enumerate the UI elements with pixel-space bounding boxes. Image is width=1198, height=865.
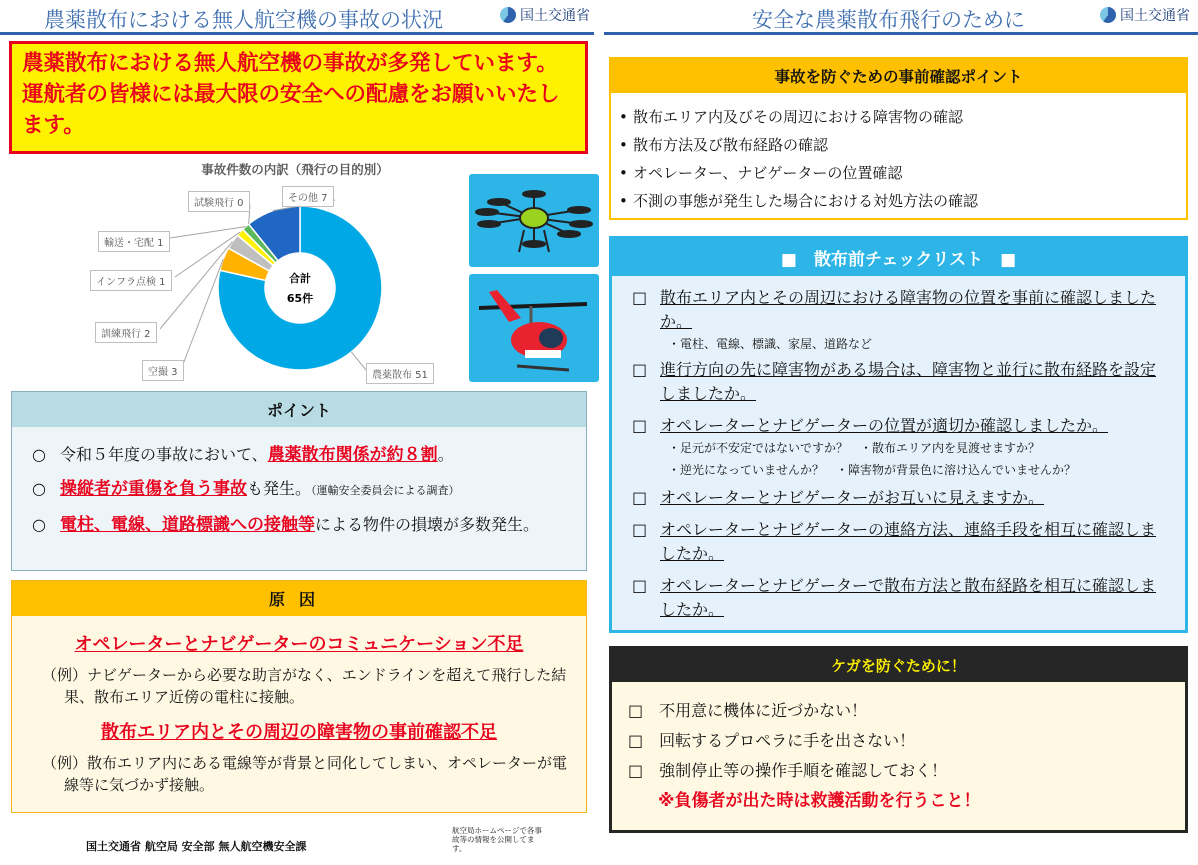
circle-bullet-icon: ○ [32, 445, 46, 464]
right-header-title: 安全な農薬散布飛行のために [752, 8, 1025, 32]
cause-2: 散布エリア内とその周辺の障害物の事前確認不足 [101, 722, 497, 743]
checkbox-icon[interactable]: □ [632, 416, 648, 435]
right-ministry-name: 国土交通省 [1120, 8, 1190, 24]
left-ministry-name: 国土交通省 [520, 8, 590, 24]
checklist-item-6[interactable] [612, 574, 1185, 622]
checklist-text: 進行方向の先に障害物がある場合は、障害物と並行に散布経路を設定しましたか。 [660, 360, 1157, 403]
right-header-rule [604, 32, 1198, 35]
pie-label-3: インフラ点検 1 [90, 270, 172, 291]
pie-label-4: 輸送・宅配 1 [98, 231, 170, 252]
checkbox-icon[interactable]: □ [632, 576, 648, 595]
drone-icon [469, 174, 599, 267]
pre-check-title: 事故を防ぐための事前確認ポイント [611, 59, 1186, 93]
headline-text: 農薬散布における無人航空機の事故が多発しています。運航者の皆様には最大限の安全への配慮をお願いいたします。 [22, 51, 560, 138]
point-3-suffix: による物件の損壊が多数発生。 [315, 515, 540, 534]
injury-item: □ 強制停止等の操作手順を確認しておく！ [628, 761, 948, 780]
checklist-sub: ・電柱、電線、標識、家屋、道路など [668, 337, 873, 351]
left-header-rule [0, 32, 594, 35]
point-1-prefix: 令和５年度の事故において、 [60, 445, 268, 464]
pie-labels [90, 180, 460, 390]
pie-center-value: 65件 [286, 292, 314, 305]
cause-title: 原因 [12, 581, 586, 616]
checklist-sub: ・逆光になっていませんか？ ・障害物が背景色に溶け込んでいませんか？ [668, 463, 1077, 477]
drone-photo [469, 174, 599, 267]
checklist-item-2[interactable] [612, 358, 1185, 406]
checklist-item-3[interactable] [612, 414, 1185, 438]
mlit-logo-icon [1100, 7, 1116, 23]
footer-organization: 国土交通省 航空局 安全部 無人航空機安全課 [86, 840, 307, 853]
checklist-section [609, 236, 1188, 633]
checklist-item-1[interactable] [612, 286, 1185, 334]
checkbox-icon[interactable]: □ [632, 488, 648, 507]
point-2-emphasis: 操縦者が重傷を負う事故 [60, 479, 247, 499]
point-2-note: （運輸安全委員会による調査） [311, 484, 460, 497]
pre-check-item: • 散布エリア内及びその周辺における障害物の確認 [611, 103, 1186, 131]
checklist-text: オペレーターとナビゲーターの位置が適切か確認しましたか。 [660, 416, 1109, 435]
checklist-item-4[interactable] [612, 486, 1185, 510]
checkbox-icon[interactable]: □ [632, 288, 648, 307]
cause-2-example: （例）散布エリア内にある電線等が背景と同化してしまい、オペレーターが電線等に気づかず接触。 [42, 754, 568, 794]
pie-label-2: 訓練飛行 2 [95, 322, 157, 343]
checklist-text: 散布エリア内とその周辺における障害物の位置を事前に確認しましたか。 [660, 288, 1157, 331]
helicopter-photo [469, 274, 599, 382]
point-1-emphasis: 農薬散布関係が約８割 [267, 445, 438, 465]
circle-bullet-icon: ○ [32, 479, 46, 498]
checkbox-icon[interactable]: □ [632, 360, 648, 379]
cause-1-example: （例）ナビゲーターから必要な助言がなく、エンドラインを超えて飛行した結果、散布エリア近傍の電柱に接触。 [42, 666, 567, 706]
injury-section [609, 646, 1188, 833]
circle-bullet-icon: ○ [32, 515, 46, 534]
cause-section [11, 580, 587, 813]
point-item-2 [12, 477, 586, 503]
injury-item: □ 回転するプロペラに手を出さない！ [628, 731, 916, 750]
checklist-item-5[interactable] [612, 518, 1185, 566]
mlit-logo-icon [500, 7, 516, 23]
checklist-title: ■ 散布前チェックリスト ■ [612, 239, 1185, 276]
right-ministry-logo [1100, 5, 1190, 25]
point-title: ポイント [12, 392, 586, 427]
pre-check-item: • 不測の事態が発生した場合における対処方法の確認 [611, 187, 1186, 215]
pie-label-5: 試験飛行 0 [188, 191, 250, 212]
injury-title: ケガを防ぐために！ [612, 649, 1185, 682]
point-3-emphasis: 電柱、電線、道路標識への接触等 [60, 515, 315, 535]
checklist-text: オペレーターとナビゲーターの連絡方法、連絡手段を相互に確認しましたか。 [660, 520, 1157, 563]
pre-check-item: • 散布方法及び散布経路の確認 [611, 131, 1186, 159]
checklist-text: オペレーターとナビゲーターで散布方法と散布経路を相互に確認しましたか。 [660, 576, 1157, 619]
pre-check-section [609, 57, 1188, 220]
left-ministry-logo [500, 5, 590, 25]
cause-1: オペレーターとナビゲーターのコミュニケーション不足 [74, 634, 524, 655]
checklist-text: オペレーターとナビゲーターがお互いに見えますか。 [660, 488, 1045, 507]
point-1-suffix: 。 [437, 445, 454, 464]
pie-center-label: 合計 [289, 272, 311, 285]
left-header-title: 農薬散布における無人航空機の事故の状況 [44, 8, 443, 32]
point-item-3 [12, 513, 586, 537]
headline-banner [9, 41, 588, 154]
pie-label-0: 農薬散布 51 [366, 363, 434, 384]
checkbox-icon[interactable]: □ [632, 520, 648, 539]
helicopter-icon [469, 274, 599, 382]
pre-check-item: • オペレーター、ナビゲーターの位置確認 [611, 159, 1186, 187]
injury-item: □ 不用意に機体に近づかない！ [628, 701, 868, 720]
injury-warning: ※負傷者が出た時は救護活動を行うこと！ [658, 791, 981, 811]
point-section [11, 391, 587, 571]
point-item-1 [12, 443, 586, 467]
pie-label-1: 空撮 3 [142, 360, 184, 381]
footer-note: 航空局ホームページで各事故等の情報を公開してます。 [452, 826, 542, 853]
checklist-sub: ・足元が不安定ではないですか？ ・散布エリア内を見渡せますか？ [668, 441, 1041, 455]
point-2-suffix: も発生。 [247, 479, 312, 498]
pie-label-6: その他 7 [282, 186, 334, 207]
chart-title: 事故件数の内訳（飛行の目的別） [201, 162, 389, 177]
